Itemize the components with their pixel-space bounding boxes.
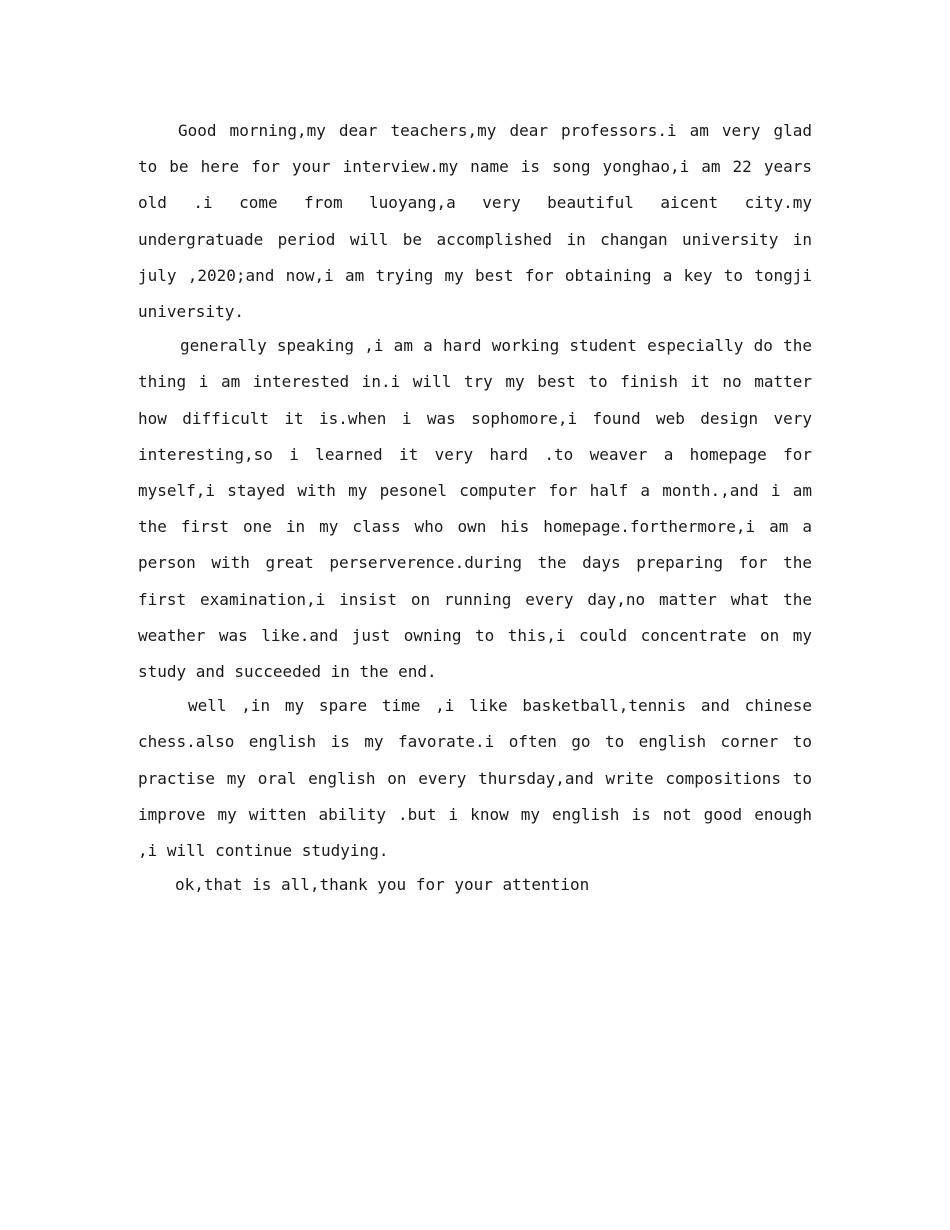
paragraph-introduction: Good morning,my dear teachers,my dear professors.i am very glad to be here for your interview.my name is song yonghao,i am 22 years old .i come from luoyang,a very beautiful aicent city.my undergratuade period will be accomplished in changan university in july ,2020;and now,i am trying my best for obtaining a key to tongji university. bbox=[138, 121, 812, 322]
paragraph-work-ethic: generally speaking ,i am a hard working student especially do the thing i am interested in.i will try my best to finish it no matter how difficult it is.when i was sophomore,i found web design very interesting,so i learned it very hard .to weaver a homepage for myself,i stayed with my pesonel computer for half a month.,and i am the first one in my class who own his homepage.forthermore,i am a person with great perserverence.during the days preparing for the first examination,i insist on running every day,no matter what the weather was like.and just owning to this,i could concentrate on my study and succeeded in the end. bbox=[138, 336, 812, 682]
paragraph-closing: ok,that is all,thank you for your attention bbox=[175, 875, 590, 895]
document-body bbox=[138, 113, 812, 901]
paragraph-hobbies: well ,in my spare time ,i like basketball,tennis and chinese chess.also english is my favorate.i often go to english corner to practise my oral english on every thursday,and write compositions to improve my witten ability .but i know my english is not good enough ,i will continue studying. bbox=[138, 696, 812, 861]
